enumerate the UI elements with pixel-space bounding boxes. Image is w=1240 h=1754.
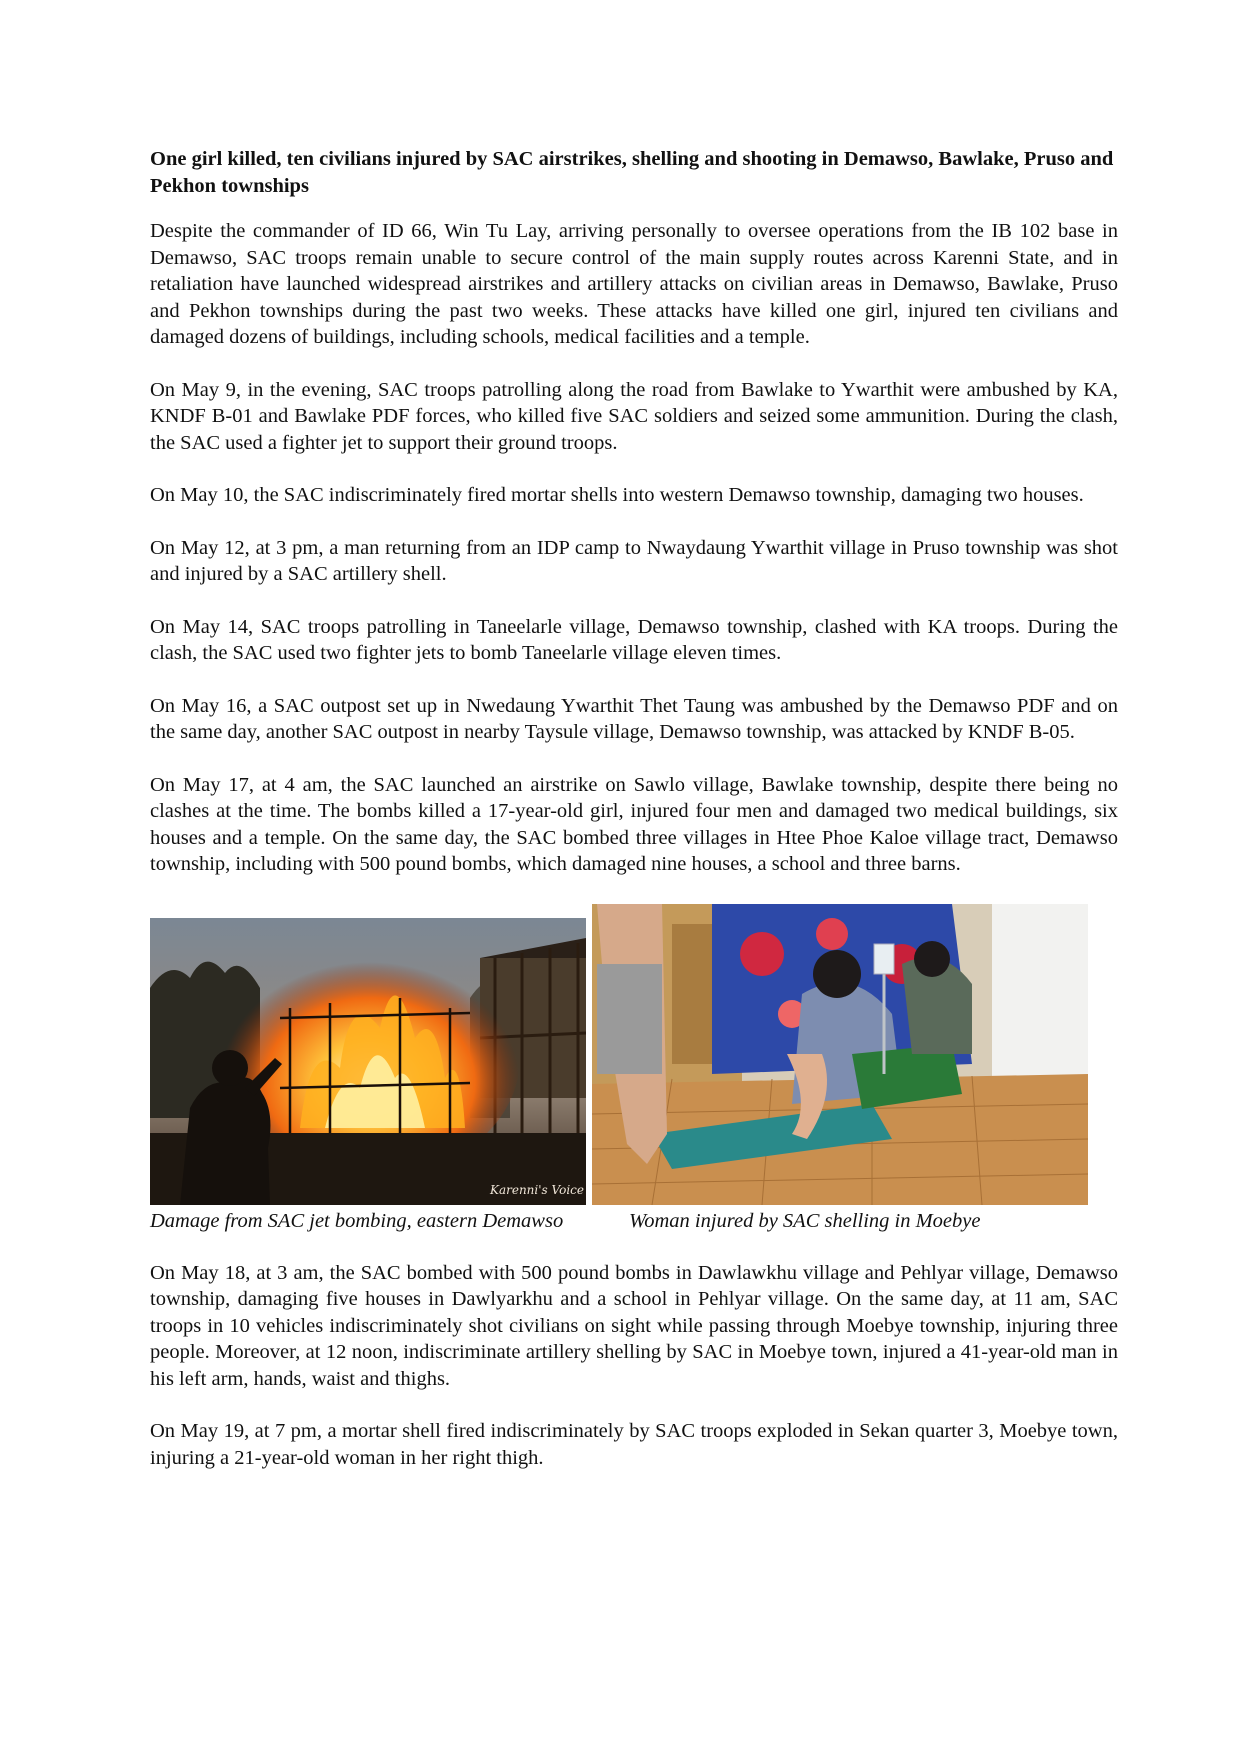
paragraph-may-14: On May 14, SAC troops patrolling in Taneelarle village, Demawso township, clashed with KA troops. During the clash, the SAC used two fighter jets to bomb Taneelarle village eleven times. <box>150 615 1118 664</box>
burning-house-image <box>150 918 586 1205</box>
paragraph-may-18: On May 18, at 3 am, the SAC bombed with 500 pound bombs in Dawlawkhu village and Pehlyar village, Demawso township, damaging five houses in Dawlyarkhu and a school in Pehlyar village. On the same day, at 11 am, SAC troops in 10 vehicles indiscriminately shot civilians on sight while passing through Moebye township, injuring three people. Moreover, at 12 noon, indiscriminate artillery shelling by SAC in Moebye town, injured a 41-year-old man in his left arm, hands, waist and thighs. <box>150 1261 1118 1390</box>
photo-figures <box>150 904 1118 1238</box>
paragraph-may-16: On May 16, a SAC outpost set up in Nwedaung Ywarthit Thet Taung was ambushed by the Demawso PDF and on the same day, another SAC outpost in nearby Taysule village, Demawso township, was attacked by KNDF B-05. <box>150 694 1118 743</box>
document-title: One girl killed, ten civilians injured by SAC airstrikes, shelling and shooting in Demawso, Bawlake, Pruso and Pekhon townships <box>150 148 1114 197</box>
paragraph-may-12: On May 12, at 3 pm, a man returning from an IDP camp to Nwaydaung Ywarthit village in Pruso township was shot and injured by a SAC artillery shell. <box>150 536 1118 585</box>
burning-house-photo <box>150 918 586 1205</box>
injured-woman-photo <box>592 904 1088 1205</box>
paragraph-may-9: On May 9, in the evening, SAC troops patrolling along the road from Bawlake to Ywarthit were ambushed by KA, KNDF B-01 and Bawlake PDF forces, who killed five SAC soldiers and seized some ammunition. During the clash, the SAC used a fighter jet to support their ground troops. <box>150 378 1118 454</box>
paragraph-intro: Despite the commander of ID 66, Win Tu Lay, arriving personally to oversee operations from the IB 102 base in Demawso, SAC troops remain unable to secure control of the main supply routes across Karenni State, and in retaliation have launched widespread airstrikes and artillery attacks on civilian areas in Demawso, Bawlake, Pruso and Pekhon townships during the past two weeks. These attacks have killed one girl, injured ten civilians and damaged dozens of buildings, including schools, medical facilities and a temple. <box>150 220 1118 348</box>
photo-watermark: Karenni's Voice <box>490 1182 584 1197</box>
paragraph-may-19: On May 19, at 7 pm, a mortar shell fired indiscriminately by SAC troops exploded in Sekan quarter 3, Moebye town, injuring a 21-year-old woman in her right thigh. <box>150 1420 1118 1469</box>
paragraph-may-10: On May 10, the SAC indiscriminately fired mortar shells into western Demawso township, damaging two houses. <box>150 484 1084 506</box>
photo-caption-right: Woman injured by SAC shelling in Moebye <box>629 1209 981 1232</box>
injured-woman-image <box>592 904 1088 1205</box>
photo-caption-left: Damage from SAC jet bombing, eastern Demawso <box>150 1209 564 1232</box>
document-page <box>150 146 1118 1497</box>
paragraph-may-17: On May 17, at 4 am, the SAC launched an airstrike on Sawlo village, Bawlake township, despite there being no clashes at the time. The bombs killed a 17-year-old girl, injured four men and damaged two medical buildings, six houses and a temple. On the same day, the SAC bombed three villages in Htee Phoe Kaloe village tract, Demawso township, including with 500 pound bombs, which damaged nine houses, a school and three barns. <box>150 773 1118 875</box>
